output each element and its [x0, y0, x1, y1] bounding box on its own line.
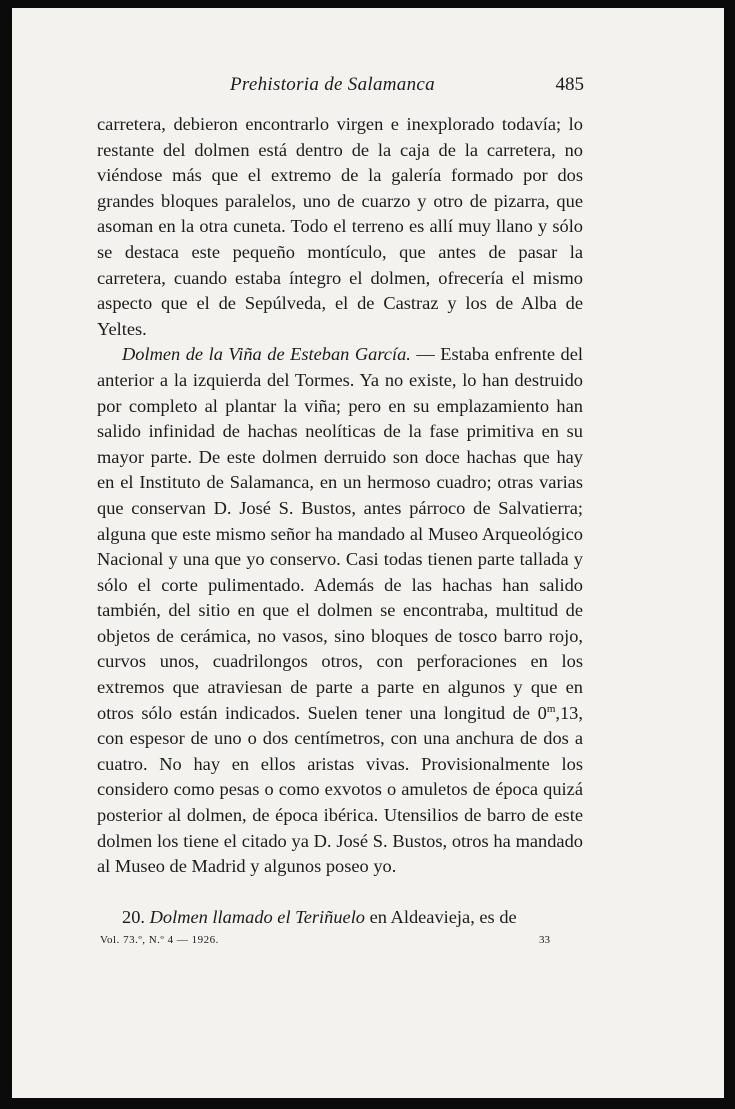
footer-volume: Vol. 73.º, N.º 4 — 1926. [100, 934, 219, 946]
paragraph-2 [97, 342, 583, 879]
measure-zero: 0 [537, 702, 547, 723]
section-number: 20. [122, 907, 145, 927]
running-title: Prehistoria de Salamanca [230, 74, 435, 95]
page-footer [100, 934, 550, 952]
measure-unit: m [546, 702, 556, 715]
paragraph-2-heading: Dolmen de la Viña de Esteban García. [122, 344, 411, 365]
document-page [12, 8, 724, 1098]
page-number: 485 [555, 74, 584, 95]
section-20 [97, 905, 583, 930]
paragraph-1: carretera, debieron encontrarlo virgen e inexplorado todavía; lo restante del dolmen está dentro de la caja de la carretera, no viéndose más que el extremo de la galería formado por dos grandes bloques paralelos, uno de cuarzo y otro de pizarra, que asoman en la otra cuneta. Todo el terreno es allí muy llano y sólo se destaca este pequeño montículo, que antes de pasar la carretera, cuando estaba íntegro el dolmen, ofrecería el mismo aspecto que el de Sepúlveda, el de Castraz y los de Alba de Yeltes. [97, 114, 583, 339]
paragraph-2-text-b: , con espesor de uno o dos centímetros, con una anchura de dos a cuatro. No hay en ellos aristas vivas. Provisionalmente los considero como pesas o como exvotos o amuletos de época quizá posterior al dolmen, de época ibérica. Utensilios de barro de este dolmen los tiene el citado ya D. José S. Bustos, otros ha mandado al Museo de Madrid y algunos poseo yo. [97, 702, 583, 877]
measure-rest: ,13 [555, 702, 579, 723]
section-heading: Dolmen llamado el Teriñuelo [149, 907, 366, 927]
body-text [97, 112, 583, 880]
footer-signature: 33 [539, 934, 550, 946]
paragraph-2-text-a: — Estaba enfrente del anterior a la izquierda del Tormes. Ya no existe, lo han destruido por completo al plantar la viña; pero en su emplazamiento han salido infinidad de hachas neolíticas de la fase primitiva en su mayor parte. De este dolmen derruido son doce hachas que hay en el Instituto de Salamanca, en un hermoso cuadro; otras varias que conservan D. José S. Bustos, antes párroco de Salvatierra; alguna que este mismo señor ha mandado al Museo Arqueológico Nacional y una que yo conservo. Casi todas tienen parte tallada y sólo el corte pulimentado. Además de las hachas han salido también, del sitio en que el dolmen se encontraba, multitud de objetos de cerámica, no vasos, sino bloques de tosco barro rojo, curvos unos, cuadrilongos otros, con perforaciones en los extremos que atraviesan de parte a parte en algunos y que en otros sólo están indicados. Suelen tener una longitud de [97, 344, 583, 723]
page-header [100, 72, 584, 106]
section-text: en Aldeavieja, es de [365, 907, 517, 927]
